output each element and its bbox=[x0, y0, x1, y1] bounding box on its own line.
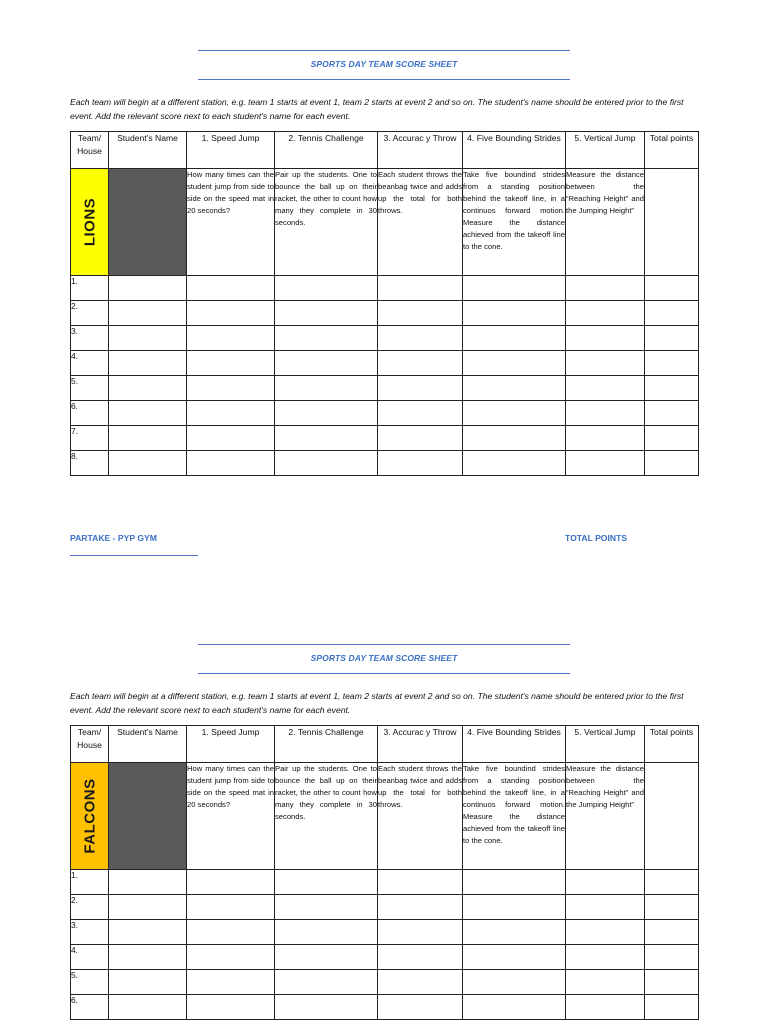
score-cell[interactable] bbox=[275, 326, 378, 351]
score-cell[interactable] bbox=[275, 451, 378, 476]
row-number: 4. bbox=[71, 351, 109, 376]
table-row bbox=[71, 920, 699, 945]
score-cell[interactable] bbox=[378, 376, 463, 401]
table-row bbox=[71, 376, 699, 401]
student-name-cell[interactable] bbox=[109, 895, 187, 920]
score-cell[interactable] bbox=[187, 970, 275, 995]
header-team-house: Team/ House bbox=[71, 726, 109, 763]
score-cell[interactable] bbox=[275, 376, 378, 401]
table-row bbox=[71, 326, 699, 351]
desc-tennis-challenge: Pair up the students. One to bounce the ball up on their racket, the other to count how many they complete in 30 seconds. bbox=[275, 763, 378, 870]
footer-rule bbox=[70, 555, 198, 556]
score-cell[interactable] bbox=[463, 426, 566, 451]
score-cell[interactable] bbox=[463, 920, 566, 945]
score-cell[interactable] bbox=[566, 326, 645, 351]
student-name-cell[interactable] bbox=[109, 376, 187, 401]
total-cell[interactable] bbox=[645, 351, 699, 376]
score-cell[interactable] bbox=[378, 326, 463, 351]
row-number: 2. bbox=[71, 301, 109, 326]
row-number: 5. bbox=[71, 376, 109, 401]
score-cell[interactable] bbox=[566, 301, 645, 326]
instructions-text: Each team will begin at a different station, e.g. team 1 starts at event 1, team 2 starts at event 2 and so on. The student's name should be entered prior to the first event. Add the relevant score next to each student's name for each event. bbox=[70, 97, 684, 121]
instructions-text: Each team will begin at a different station, e.g. team 1 starts at event 1, team 2 starts at event 2 and so on. The student's name should be entered prior to the first event. Add the relevant score next to each student's name for each event. bbox=[70, 691, 684, 715]
student-name-cell[interactable] bbox=[109, 276, 187, 301]
score-cell[interactable] bbox=[463, 326, 566, 351]
score-cell[interactable] bbox=[187, 326, 275, 351]
row-number: 7. bbox=[71, 426, 109, 451]
score-cell[interactable] bbox=[566, 970, 645, 995]
total-cell[interactable] bbox=[645, 920, 699, 945]
team-label: FALCONS bbox=[81, 778, 98, 854]
title-rule-bottom bbox=[198, 79, 570, 80]
student-name-cell[interactable] bbox=[109, 326, 187, 351]
total-cell[interactable] bbox=[645, 301, 699, 326]
table-row bbox=[71, 351, 699, 376]
total-cell[interactable] bbox=[645, 376, 699, 401]
score-cell[interactable] bbox=[463, 451, 566, 476]
score-table-falcons bbox=[70, 725, 699, 1020]
desc-speed-jump: How many times can the student jump from side to side on the speed mat in 20 seconds? bbox=[187, 763, 275, 870]
score-cell[interactable] bbox=[566, 995, 645, 1020]
student-name-cell[interactable] bbox=[109, 426, 187, 451]
score-cell[interactable] bbox=[275, 401, 378, 426]
header-team-house: Team/ House bbox=[71, 132, 109, 169]
score-cell[interactable] bbox=[187, 945, 275, 970]
score-cell[interactable] bbox=[378, 401, 463, 426]
score-cell[interactable] bbox=[378, 276, 463, 301]
score-cell[interactable] bbox=[566, 945, 645, 970]
header-tennis-challenge: 2. Tennis Challenge bbox=[275, 132, 378, 169]
score-cell[interactable] bbox=[463, 995, 566, 1020]
row-number: 1. bbox=[71, 870, 109, 895]
total-cell[interactable] bbox=[645, 326, 699, 351]
total-cell[interactable] bbox=[645, 995, 699, 1020]
header-speed-jump: 1. Speed Jump bbox=[187, 132, 275, 169]
score-cell[interactable] bbox=[566, 870, 645, 895]
student-name-shaded-cell bbox=[109, 169, 187, 276]
table-row bbox=[71, 401, 699, 426]
score-cell[interactable] bbox=[187, 895, 275, 920]
score-cell[interactable] bbox=[378, 301, 463, 326]
header-accuracy-throw: 3. Accurac y Throw bbox=[378, 726, 463, 763]
desc-five-bounding-strides: Take five boundind strides from a standing position behind the takeoff line, in a continuos forward motion. Measure the distance achieved from the takeoff line to the cone. bbox=[463, 169, 566, 276]
row-number: 8. bbox=[71, 451, 109, 476]
score-cell[interactable] bbox=[378, 451, 463, 476]
total-points-cell[interactable] bbox=[645, 763, 699, 870]
score-cell[interactable] bbox=[187, 376, 275, 401]
score-cell[interactable] bbox=[463, 870, 566, 895]
score-cell[interactable] bbox=[566, 376, 645, 401]
header-vertical-jump: 5. Vertical Jump bbox=[566, 726, 645, 763]
score-cell[interactable] bbox=[187, 995, 275, 1020]
score-cell[interactable] bbox=[566, 401, 645, 426]
desc-speed-jump: How many times can the student jump from side to side on the speed mat in 20 seconds? bbox=[187, 169, 275, 276]
score-cell[interactable] bbox=[275, 426, 378, 451]
score-cell[interactable] bbox=[187, 401, 275, 426]
score-cell[interactable] bbox=[275, 351, 378, 376]
table-row bbox=[71, 426, 699, 451]
team-cell-falcons bbox=[71, 763, 109, 870]
description-row bbox=[71, 763, 699, 870]
score-cell[interactable] bbox=[187, 920, 275, 945]
description-row bbox=[71, 169, 699, 276]
score-cell[interactable] bbox=[187, 351, 275, 376]
student-name-cell[interactable] bbox=[109, 301, 187, 326]
table-row bbox=[71, 276, 699, 301]
desc-accuracy-throw: Each student throws the beanbag twice and adds up the total for both throws. bbox=[378, 169, 463, 276]
score-cell[interactable] bbox=[378, 945, 463, 970]
score-cell[interactable] bbox=[463, 301, 566, 326]
score-cell[interactable] bbox=[275, 301, 378, 326]
score-cell[interactable] bbox=[566, 276, 645, 301]
total-cell[interactable] bbox=[645, 401, 699, 426]
row-number: 3. bbox=[71, 326, 109, 351]
desc-five-bounding-strides: Take five boundind strides from a standing position behind the takeoff line, in a continuos forward motion. Measure the distance achieved from the takeoff line to the cone. bbox=[463, 763, 566, 870]
title-rule-bottom bbox=[198, 673, 570, 674]
score-cell[interactable] bbox=[275, 276, 378, 301]
table-row bbox=[71, 970, 699, 995]
title-rule-top bbox=[198, 50, 570, 51]
score-cell[interactable] bbox=[275, 895, 378, 920]
row-number: 3. bbox=[71, 920, 109, 945]
table-row bbox=[71, 301, 699, 326]
score-cell[interactable] bbox=[566, 451, 645, 476]
score-cell[interactable] bbox=[275, 970, 378, 995]
score-cell[interactable] bbox=[566, 426, 645, 451]
student-name-cell[interactable] bbox=[109, 945, 187, 970]
header-five-bounding-strides: 4. Five Bounding Strides bbox=[463, 132, 566, 169]
score-cell[interactable] bbox=[187, 301, 275, 326]
total-cell[interactable] bbox=[645, 870, 699, 895]
score-cell[interactable] bbox=[187, 426, 275, 451]
header-student-name: Student's Name bbox=[109, 726, 187, 763]
student-name-shaded-cell bbox=[109, 763, 187, 870]
student-name-cell[interactable] bbox=[109, 351, 187, 376]
header-accuracy-throw: 3. Accurac y Throw bbox=[378, 132, 463, 169]
title-rule-top bbox=[198, 644, 570, 645]
total-cell[interactable] bbox=[645, 970, 699, 995]
score-cell[interactable] bbox=[187, 276, 275, 301]
score-cell[interactable] bbox=[187, 870, 275, 895]
score-cell[interactable] bbox=[378, 920, 463, 945]
header-row bbox=[71, 132, 699, 169]
score-cell[interactable] bbox=[463, 276, 566, 301]
footer-total-points: TOTAL POINTS bbox=[565, 533, 628, 543]
sheet-title: SPORTS DAY TEAM SCORE SHEET bbox=[310, 59, 458, 69]
header-five-bounding-strides: 4. Five Bounding Strides bbox=[463, 726, 566, 763]
total-cell[interactable] bbox=[645, 426, 699, 451]
score-cell[interactable] bbox=[378, 970, 463, 995]
score-cell[interactable] bbox=[275, 920, 378, 945]
total-cell[interactable] bbox=[645, 895, 699, 920]
header-row bbox=[71, 726, 699, 763]
score-cell[interactable] bbox=[378, 351, 463, 376]
row-number: 5. bbox=[71, 970, 109, 995]
team-cell-lions bbox=[71, 169, 109, 276]
row-number: 6. bbox=[71, 401, 109, 426]
table-row bbox=[71, 451, 699, 476]
score-cell[interactable] bbox=[463, 970, 566, 995]
desc-accuracy-throw: Each student throws the beanbag twice and adds up the total for both throws. bbox=[378, 763, 463, 870]
score-cell[interactable] bbox=[275, 870, 378, 895]
row-number: 6. bbox=[71, 995, 109, 1020]
header-total-points: Total points bbox=[645, 132, 699, 169]
score-cell[interactable] bbox=[566, 895, 645, 920]
score-cell[interactable] bbox=[275, 945, 378, 970]
student-name-cell[interactable] bbox=[109, 995, 187, 1020]
table-row bbox=[71, 945, 699, 970]
row-number: 4. bbox=[71, 945, 109, 970]
total-cell[interactable] bbox=[645, 451, 699, 476]
total-cell[interactable] bbox=[645, 945, 699, 970]
total-points-cell[interactable] bbox=[645, 169, 699, 276]
score-cell[interactable] bbox=[463, 401, 566, 426]
student-name-cell[interactable] bbox=[109, 970, 187, 995]
score-cell[interactable] bbox=[463, 376, 566, 401]
header-tennis-challenge: 2. Tennis Challenge bbox=[275, 726, 378, 763]
student-name-cell[interactable] bbox=[109, 920, 187, 945]
team-label: LIONS bbox=[81, 197, 98, 247]
row-number: 1. bbox=[71, 276, 109, 301]
score-cell[interactable] bbox=[275, 995, 378, 1020]
desc-vertical-jump: Measure the distance between the “Reaching Height” and the Jumping Height” bbox=[566, 763, 645, 870]
table-row bbox=[71, 870, 699, 895]
score-cell[interactable] bbox=[566, 351, 645, 376]
student-name-cell[interactable] bbox=[109, 401, 187, 426]
total-cell[interactable] bbox=[645, 276, 699, 301]
table-row bbox=[71, 895, 699, 920]
student-name-cell[interactable] bbox=[109, 451, 187, 476]
score-table-lions bbox=[70, 131, 699, 476]
score-cell[interactable] bbox=[566, 920, 645, 945]
row-number: 2. bbox=[71, 895, 109, 920]
student-name-cell[interactable] bbox=[109, 870, 187, 895]
header-vertical-jump: 5. Vertical Jump bbox=[566, 132, 645, 169]
sheet-title: SPORTS DAY TEAM SCORE SHEET bbox=[310, 653, 458, 663]
header-speed-jump: 1. Speed Jump bbox=[187, 726, 275, 763]
score-cell[interactable] bbox=[463, 895, 566, 920]
score-cell[interactable] bbox=[378, 426, 463, 451]
table-row bbox=[71, 995, 699, 1020]
desc-tennis-challenge: Pair up the students. One to bounce the ball up on their racket, the other to count how many they complete in 30 seconds. bbox=[275, 169, 378, 276]
score-cell[interactable] bbox=[378, 995, 463, 1020]
score-cell[interactable] bbox=[187, 451, 275, 476]
header-total-points: Total points bbox=[645, 726, 699, 763]
header-student-name: Student's Name bbox=[109, 132, 187, 169]
desc-vertical-jump: Measure the distance between the “Reaching Height” and the Jumping Height” bbox=[566, 169, 645, 276]
score-cell[interactable] bbox=[378, 895, 463, 920]
score-cell[interactable] bbox=[463, 351, 566, 376]
score-cell[interactable] bbox=[378, 870, 463, 895]
score-cell[interactable] bbox=[463, 945, 566, 970]
footer-organization: PARTAKE - PYP GYM bbox=[70, 533, 157, 543]
